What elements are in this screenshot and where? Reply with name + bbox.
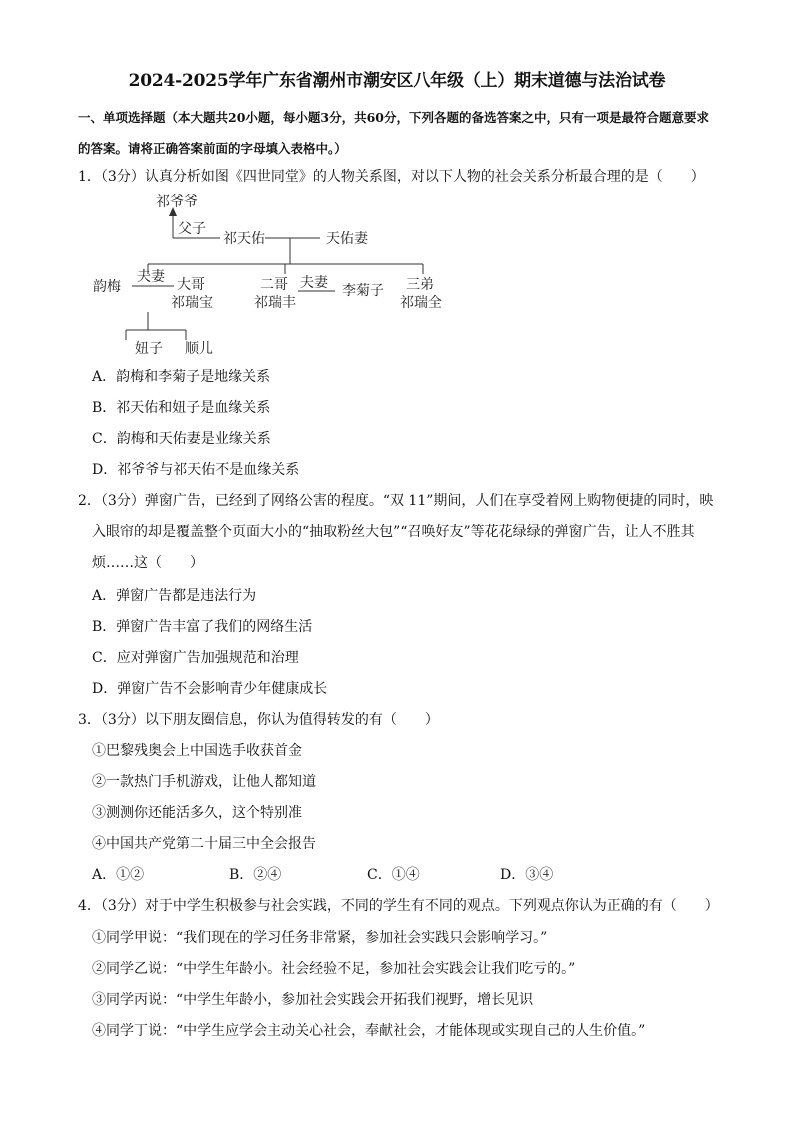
node-yunmei: 韵梅: [93, 279, 121, 295]
q3-choice-c: C．①④: [367, 867, 420, 883]
node-second-brother-title: 二哥: [260, 277, 288, 293]
section-instruction: 一、单项选择题（本大题共20小题，每小题3分，共60分，下列各题的备选答案之中，只有一项是最符合题意要求的答案。请将正确答案前面的字母填入表格中。）: [78, 110, 709, 156]
question-2-stem-line-2: 入眼帘的却是覆盖整个页面大小的“抽取粉丝大包”“召唤好友”等花花绿绿的弹窗广告，让人不胜其: [92, 524, 695, 540]
q1-option-c: C．韵梅和天佑妻是业缘关系: [92, 431, 271, 447]
q3-item-3: ③测测你还能活多久，这个特别准: [92, 805, 302, 821]
q2-option-b: B．弹窗广告丰富了我们的网络生活: [92, 619, 313, 635]
q2-option-c: C．应对弹窗广告加强规范和治理: [92, 650, 299, 666]
page-title: 2024-2025学年广东省潮州市潮安区八年级（上）期末道德与法治试卷: [128, 71, 666, 91]
q3-choice-d: D．③④: [500, 867, 554, 883]
question-1-stem: 1．（3分）认真分析如图《四世同堂》的人物关系图，对以下人物的社会关系分析最合理的是（ ）: [78, 169, 705, 185]
label-couple-2: 夫妻: [300, 275, 328, 291]
node-third-brother-name: 祁瑞全: [400, 295, 442, 311]
q2-option-d: D．弹窗广告不会影响青少年健康成长: [92, 681, 328, 697]
q4-item-3: ③同学丙说：“中学生年龄小，参加社会实践会开拓我们视野，增长见识: [92, 992, 534, 1008]
q1-option-a: A．韵梅和李菊子是地缘关系: [92, 369, 271, 385]
question-2-stem-line-3: 烦……这（ ）: [92, 555, 204, 571]
node-shuner: 顺儿: [185, 341, 213, 357]
diagram-lines: [126, 212, 423, 340]
relationship-diagram: [80, 188, 460, 358]
node-grandpa: 祁爷爷: [156, 194, 198, 210]
node-second-brother-name: 祁瑞丰: [254, 295, 296, 311]
node-third-brother-title: 三弟: [406, 277, 434, 293]
label-father-son: 父子: [178, 221, 206, 237]
q4-item-4: ④同学丁说：“中学生应学会主动关心社会，奉献社会，才能体现或实现自己的人生价值。”: [92, 1023, 646, 1039]
question-3-stem: 3．（3分）以下朋友圈信息，你认为值得转发的有（ ）: [78, 712, 439, 728]
node-tianyou: 祁天佑: [223, 231, 265, 247]
q1-option-b: B．祁天佑和妞子是血缘关系: [92, 400, 271, 416]
q3-item-2: ②一款热门手机游戏，让他人都知道: [92, 774, 316, 790]
node-tianyou-wife: 天佑妻: [326, 231, 368, 247]
node-elder-brother-title: 大哥: [177, 277, 205, 293]
q3-item-4: ④中国共产党第二十届三中全会报告: [92, 836, 316, 852]
q3-item-1: ①巴黎残奥会上中国选手收获首金: [92, 743, 302, 759]
q1-option-d: D．祁爷爷与祁天佑不是血缘关系: [92, 462, 300, 478]
q4-item-2: ②同学乙说：“中学生年龄小。社会经验不足，参加社会实践会让我们吃亏的。”: [92, 961, 576, 977]
question-4-stem: 4．（3分）对于中学生积极参与社会实践，不同的学生有不同的观点。下列观点你认为正确的有（ ）: [78, 898, 719, 914]
label-couple-1: 夫妻: [137, 269, 165, 285]
q3-choice-b: B．②④: [229, 867, 282, 883]
node-niuzi: 妞子: [135, 341, 163, 357]
q4-item-1: ①同学甲说：“我们现在的学习任务非常紧，参加社会实践只会影响学习。”: [92, 930, 548, 946]
q2-option-a: A．弹窗广告都是违法行为: [92, 588, 257, 604]
node-elder-brother-name: 祁瑞宝: [171, 295, 213, 311]
q3-choice-a: A．①②: [92, 867, 145, 883]
question-2-stem-line-1: 2．（3分）弹窗广告，已经到了网络公害的程度。“双 11”期间，人们在享受着网上购物便捷的同时，映: [78, 493, 714, 509]
node-li-juzi: 李菊子: [342, 283, 384, 299]
